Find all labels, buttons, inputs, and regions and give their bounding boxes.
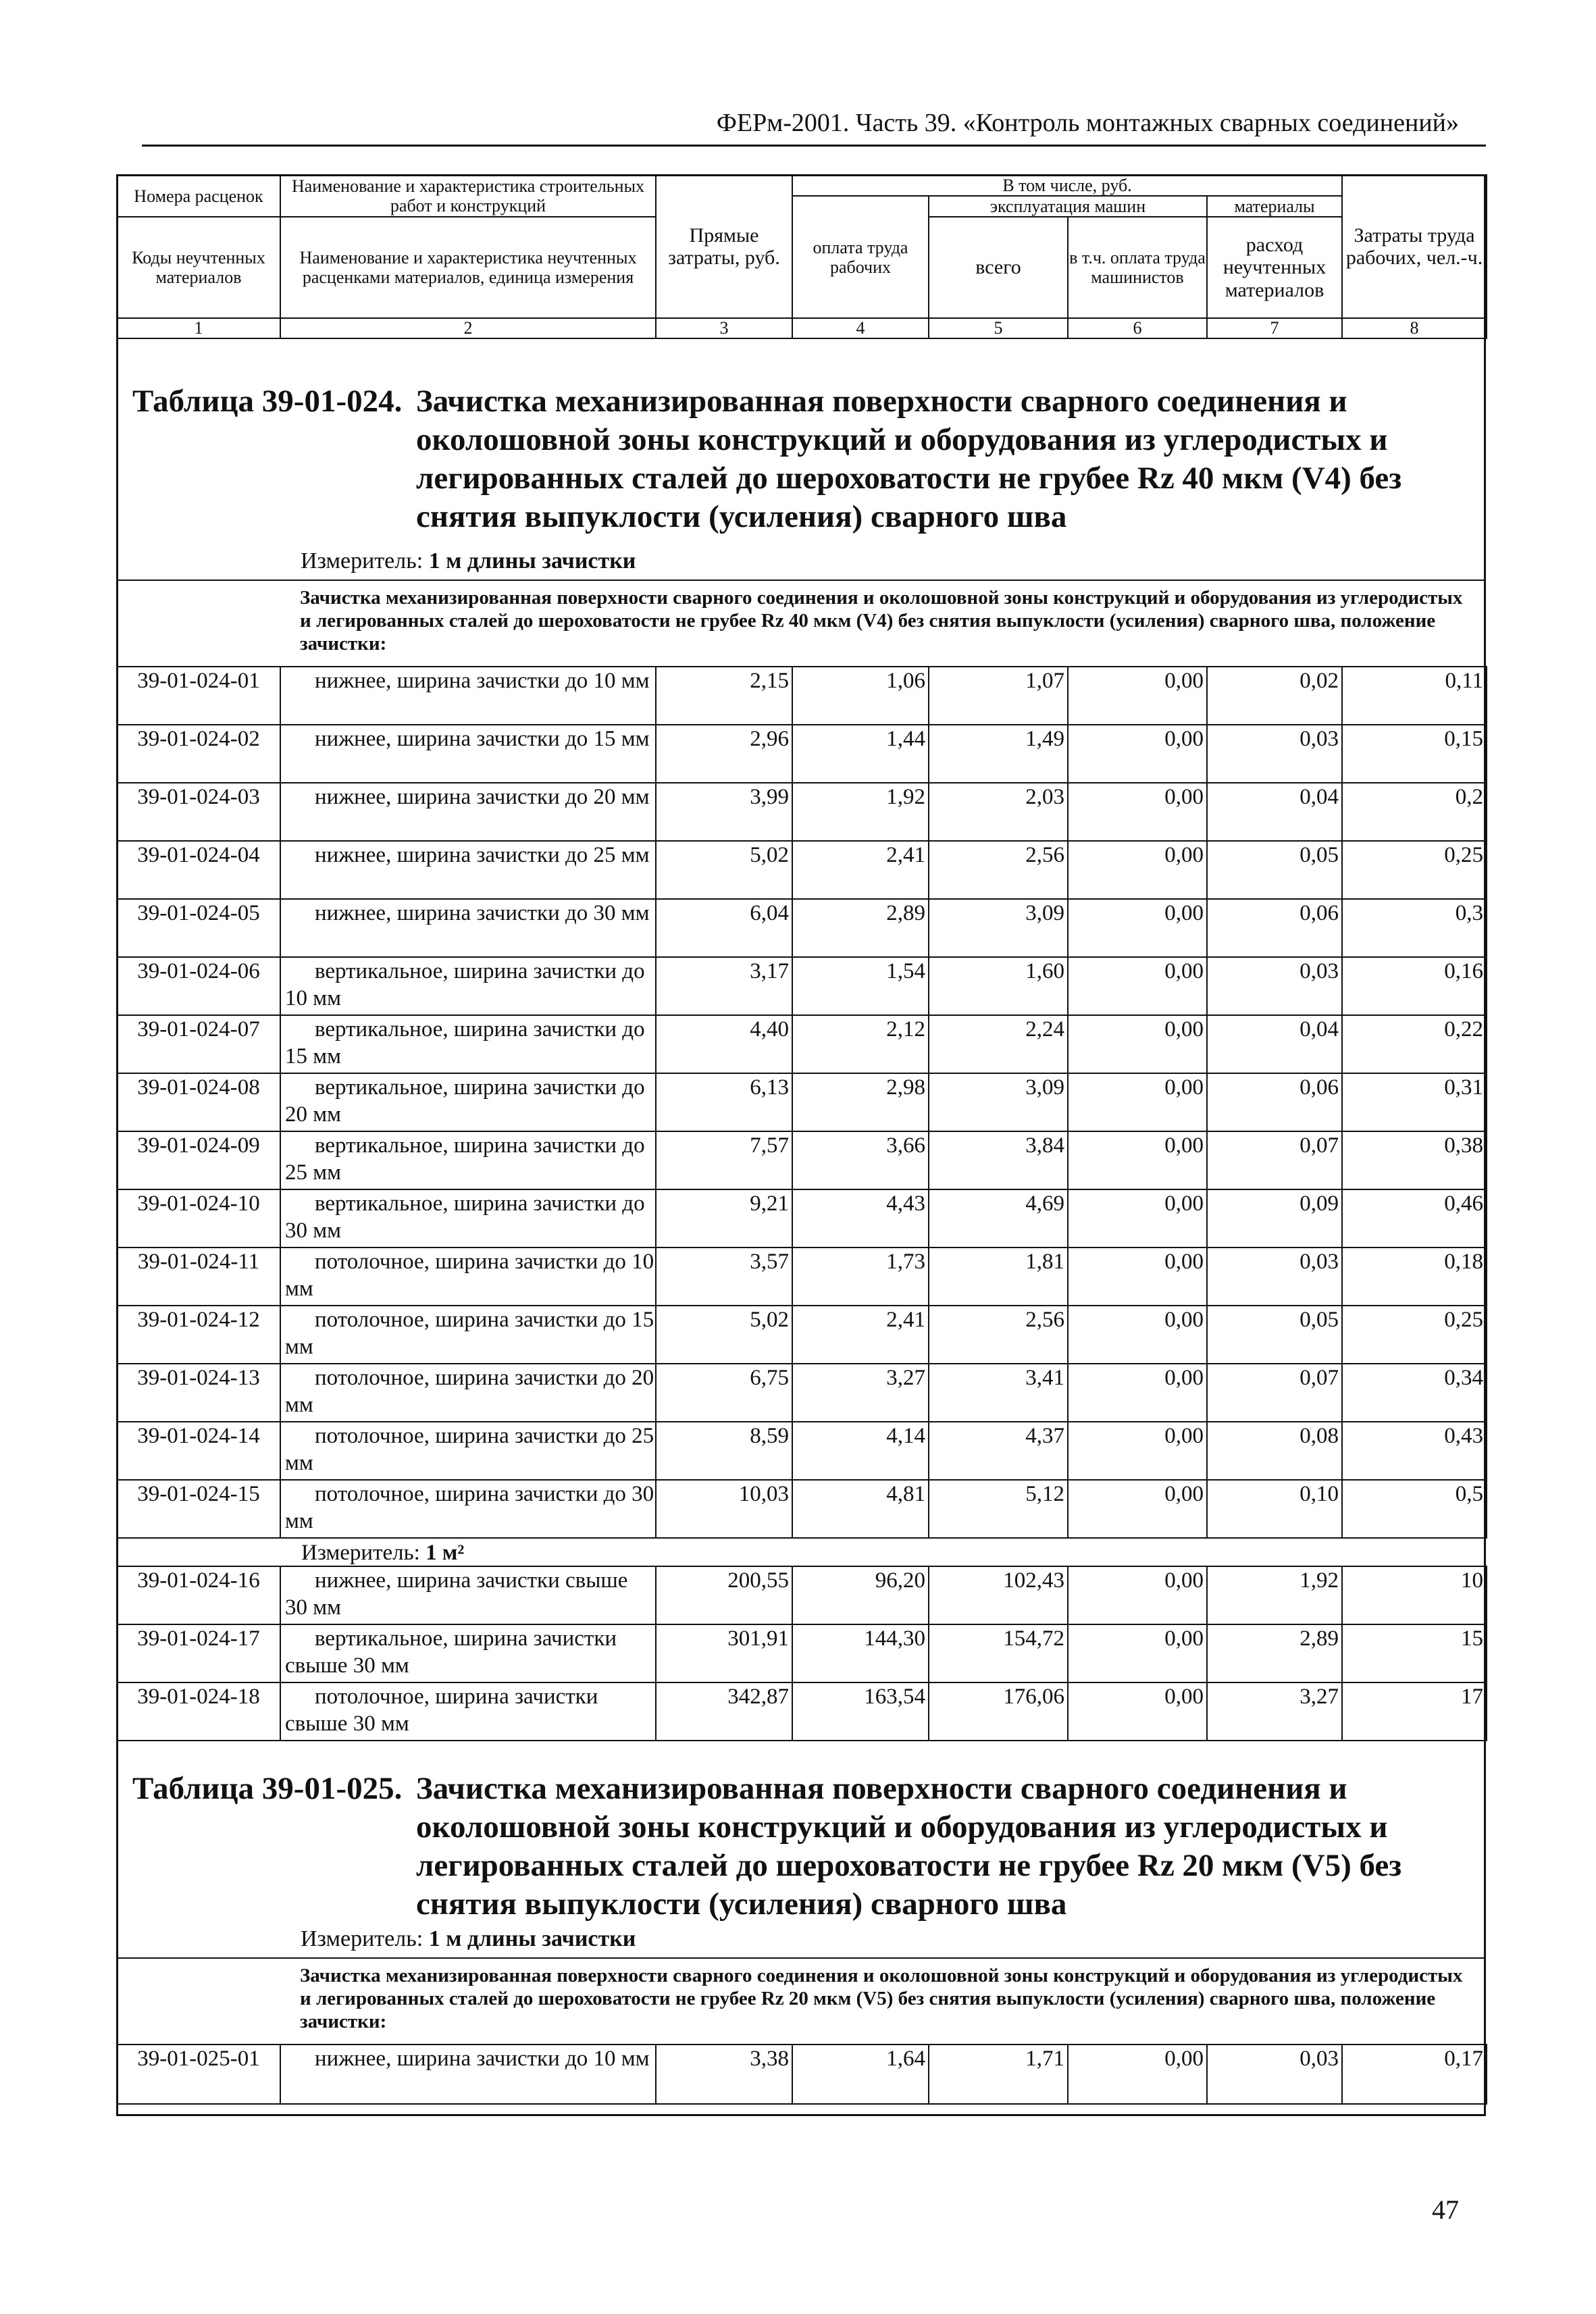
rate-code-cell: 39-01-024-08 [117,1073,280,1131]
table-024-rows [116,666,1487,1539]
labor-hours-cell: 0,11 [1342,667,1487,725]
col-machinists-pay: в т.ч. оплата труда машинистов [1068,217,1207,318]
labor-pay-cell: 1,92 [792,783,929,841]
table-025-group-text: Зачистка механизированная поверхности сварного соединения и околошовной зоны конструкций и оборудования из углеродистых и легированных сталей до шероховатости не грубее Rz 20 мкм (V5) без снятия выпуклости (усиления) сварного шва, положение зачистки: [116,1957,1486,2045]
labor-hours-cell: 0,34 [1342,1364,1487,1422]
materials-cell: 0,07 [1207,1131,1342,1189]
direct-costs-cell: 8,59 [656,1422,792,1480]
machines-total-cell: 154,72 [929,1624,1068,1682]
col-materials-group: материалы [1207,196,1342,217]
materials-cell: 3,27 [1207,1682,1342,1741]
machines-total-cell: 102,43 [929,1566,1068,1624]
machinists-pay-cell: 0,00 [1068,899,1207,957]
col-machines-group: эксплуатация машин [929,196,1207,217]
direct-costs-cell: 3,99 [656,783,792,841]
labor-pay-cell: 163,54 [792,1682,929,1741]
col-material-names: Наименование и характеристика неучтенных расценками материалов, единица измерения [280,217,656,318]
labor-pay-cell: 1,64 [792,2045,929,2104]
table-row [117,725,1487,783]
col-group-including: В том числе, руб. [792,175,1342,196]
machinists-pay-cell: 0,00 [1068,1248,1207,1306]
machinists-pay-cell: 0,00 [1068,1364,1207,1422]
work-name-text: вертикальное, ширина зачистки до 30 мм [285,1191,645,1243]
work-name-cell [280,1306,656,1364]
work-name-text: нижнее, ширина зачистки до 15 мм [315,727,650,751]
labor-hours-cell: 0,38 [1342,1131,1487,1189]
table-025-heading: Зачистка механизированная поверхности сварного соединения и околошовной зоны конструкций и оборудования из углеродистых и легированных сталей до шероховатости не грубее Rz 20 мкм (V5) без снятия выпуклости (усиления) сварного шва [416,1771,1402,1922]
machines-total-cell: 1,71 [929,2045,1068,2104]
materials-cell: 0,04 [1207,1015,1342,1073]
table-row [117,1624,1487,1682]
rate-code-cell: 39-01-024-02 [117,725,280,783]
work-name-text: вертикальное, ширина зачистки до 25 мм [285,1133,645,1185]
machinists-pay-cell: 0,00 [1068,725,1207,783]
rate-code-cell: 39-01-024-12 [117,1306,280,1364]
col-material-codes: Коды неучтенных материалов [117,217,280,318]
direct-costs-cell: 4,40 [656,1015,792,1073]
work-name-cell [280,1422,656,1480]
labor-hours-cell: 0,15 [1342,725,1487,783]
col-work-name: Наименование и характеристика строительных работ и конструкций [280,175,656,217]
col-number: 4 [792,318,929,338]
table-row [117,1566,1487,1624]
machines-total-cell: 4,37 [929,1422,1068,1480]
machinists-pay-cell: 0,00 [1068,1015,1207,1073]
materials-cell: 2,89 [1207,1624,1342,1682]
measure-value: 1 м длины зачистки [428,548,636,573]
labor-pay-cell: 3,66 [792,1131,929,1189]
machinists-pay-cell: 0,00 [1068,1131,1207,1189]
table-row [117,1248,1487,1306]
table-row [117,2045,1487,2104]
machinists-pay-cell: 0,00 [1068,957,1207,1015]
machines-total-cell: 1,60 [929,957,1068,1015]
rate-code-cell: 39-01-024-05 [117,899,280,957]
materials-cell: 0,07 [1207,1364,1342,1422]
direct-costs-cell: 2,15 [656,667,792,725]
page-number: 47 [1432,2194,1459,2225]
direct-costs-cell: 200,55 [656,1566,792,1624]
work-name-cell [280,899,656,957]
table-row [117,1015,1487,1073]
measure-value: 1 м² [426,1541,465,1565]
materials-cell: 0,02 [1207,667,1342,725]
header-rule [142,145,1486,147]
work-name-text: нижнее, ширина зачистки свыше 30 мм [285,1568,628,1620]
rate-code-cell: 39-01-024-13 [117,1364,280,1422]
machinists-pay-cell: 0,00 [1068,1682,1207,1741]
work-name-text: вертикальное, ширина зачистки до 20 мм [285,1075,645,1127]
work-name-cell [280,1073,656,1131]
work-name-cell [280,1131,656,1189]
materials-cell: 0,03 [1207,957,1342,1015]
materials-cell: 0,05 [1207,1306,1342,1364]
table-025-number: Таблица 39-01-025. [132,1771,403,1806]
work-name-text: нижнее, ширина зачистки до 20 мм [315,785,650,809]
table-row [117,1306,1487,1364]
labor-pay-cell: 3,27 [792,1364,929,1422]
labor-pay-cell: 2,98 [792,1073,929,1131]
machinists-pay-cell: 0,00 [1068,1189,1207,1248]
direct-costs-cell: 342,87 [656,1682,792,1741]
rate-code-cell: 39-01-024-16 [117,1566,280,1624]
machinists-pay-cell: 0,00 [1068,1073,1207,1131]
labor-pay-cell: 144,30 [792,1624,929,1682]
table-row [117,1422,1487,1480]
labor-pay-cell: 1,73 [792,1248,929,1306]
col-direct-costs: Прямые затраты, руб. [656,175,792,318]
col-labor-pay: оплата труда рабочих [792,196,929,318]
table-024-heading: Зачистка механизированная поверхности сварного соединения и околошовной зоны конструкций и оборудования из углеродистых и легированных сталей до шероховатости не грубее Rz 40 мкм (V4) без снятия выпуклости (усиления) сварного шва [416,384,1402,534]
labor-hours-cell: 0,18 [1342,1248,1487,1306]
work-name-text: потолочное, ширина зачистки до 20 мм [285,1366,654,1417]
table-row [117,899,1487,957]
measure-value: 1 м длины зачистки [428,1926,636,1951]
machines-total-cell: 176,06 [929,1682,1068,1741]
machinists-pay-cell: 0,00 [1068,2045,1207,2104]
rate-code-cell: 39-01-024-15 [117,1480,280,1538]
work-name-cell [280,725,656,783]
work-name-text: потолочное, ширина зачистки до 10 мм [285,1250,654,1301]
col-rates-number: Номера расценок [117,175,280,217]
materials-cell: 0,10 [1207,1480,1342,1538]
table-row [117,667,1487,725]
table-row [117,1131,1487,1189]
rate-code-cell: 39-01-024-18 [117,1682,280,1741]
machines-total-cell: 2,03 [929,783,1068,841]
labor-hours-cell: 0,22 [1342,1015,1487,1073]
machines-total-cell: 3,09 [929,1073,1068,1131]
table-025-rows [116,2044,1487,2105]
machines-total-cell: 1,49 [929,725,1068,783]
materials-cell: 0,08 [1207,1422,1342,1480]
machines-total-cell: 5,12 [929,1480,1068,1538]
labor-hours-cell: 0,5 [1342,1480,1487,1538]
work-name-cell [280,667,656,725]
machinists-pay-cell: 0,00 [1068,841,1207,899]
work-name-text: вертикальное, ширина зачистки свыше 30 мм [285,1626,617,1678]
col-number: 8 [1342,318,1487,338]
materials-cell: 0,03 [1207,1248,1342,1306]
table-025-measure [301,1926,636,1952]
labor-hours-cell: 0,2 [1342,783,1487,841]
table-row [117,1682,1487,1741]
rate-code-cell: 39-01-024-06 [117,957,280,1015]
direct-costs-cell: 2,96 [656,725,792,783]
labor-pay-cell: 2,12 [792,1015,929,1073]
work-name-text: потолочное, ширина зачистки свыше 30 мм [285,1685,598,1736]
work-name-text: вертикальное, ширина зачистки до 10 мм [285,959,645,1010]
labor-pay-cell: 1,44 [792,725,929,783]
work-name-text: нижнее, ширина зачистки до 10 мм [315,669,650,693]
machines-total-cell: 2,24 [929,1015,1068,1073]
table-024-rows-b [116,1566,1487,1741]
col-number: 2 [280,318,656,338]
machines-total-cell: 2,56 [929,841,1068,899]
labor-hours-cell: 0,25 [1342,1306,1487,1364]
materials-cell: 0,03 [1207,2045,1342,2104]
measure-label: Измеритель: [301,1926,423,1951]
work-name-cell [280,957,656,1015]
direct-costs-cell: 301,91 [656,1624,792,1682]
materials-cell: 0,05 [1207,841,1342,899]
direct-costs-cell: 6,04 [656,899,792,957]
labor-pay-cell: 96,20 [792,1566,929,1624]
col-number: 6 [1068,318,1207,338]
table-024-number: Таблица 39-01-024. [132,384,403,419]
direct-costs-cell: 5,02 [656,1306,792,1364]
materials-cell: 0,06 [1207,899,1342,957]
work-name-text: потолочное, ширина зачистки до 30 мм [285,1482,654,1533]
machines-total-cell: 1,07 [929,667,1068,725]
labor-pay-cell: 2,41 [792,1306,929,1364]
labor-hours-cell: 0,3 [1342,899,1487,957]
work-name-cell [280,1189,656,1248]
labor-pay-cell: 4,14 [792,1422,929,1480]
machinists-pay-cell: 0,00 [1068,1624,1207,1682]
measure-label: Измеритель: [301,548,423,573]
work-name-text: потолочное, ширина зачистки до 25 мм [285,1424,654,1475]
machinists-pay-cell: 0,00 [1068,1480,1207,1538]
labor-hours-cell: 0,31 [1342,1073,1487,1131]
table-row [117,1480,1487,1538]
col-material-consumption: расход неучтенных материалов [1207,217,1342,318]
table-row [117,1189,1487,1248]
work-name-cell [280,1566,656,1624]
col-number: 1 [117,318,280,338]
table-row [117,957,1487,1015]
column-header [116,174,1487,339]
materials-cell: 0,06 [1207,1073,1342,1131]
work-name-cell [280,1248,656,1306]
machines-total-cell: 1,81 [929,1248,1068,1306]
labor-hours-cell: 0,25 [1342,841,1487,899]
col-machines-total: всего [929,217,1068,318]
rate-code-cell: 39-01-025-01 [117,2045,280,2104]
labor-hours-cell: 10 [1342,1566,1487,1624]
work-name-text: нижнее, ширина зачистки до 25 мм [315,843,650,867]
work-name-cell [280,1015,656,1073]
table-024-group-text: Зачистка механизированная поверхности сварного соединения и околошовной зоны конструкций и оборудования из углеродистых и легированных сталей до шероховатости не грубее Rz 40 мкм (V4) без снятия выпуклости (усиления) сварного шва, положение зачистки: [116,580,1486,667]
work-name-cell [280,841,656,899]
machinists-pay-cell: 0,00 [1068,667,1207,725]
machinists-pay-cell: 0,00 [1068,1566,1207,1624]
rate-code-cell: 39-01-024-10 [117,1189,280,1248]
machines-total-cell: 3,84 [929,1131,1068,1189]
machines-total-cell: 3,41 [929,1364,1068,1422]
direct-costs-cell: 3,17 [656,957,792,1015]
direct-costs-cell: 3,57 [656,1248,792,1306]
machines-total-cell: 2,56 [929,1306,1068,1364]
work-name-text: нижнее, ширина зачистки до 30 мм [315,901,650,925]
work-name-text: вертикальное, ширина зачистки до 15 мм [285,1017,645,1069]
table-row [117,1073,1487,1131]
labor-pay-cell: 2,89 [792,899,929,957]
table-024-measure [301,548,636,574]
labor-pay-cell: 1,06 [792,667,929,725]
table-row [117,1364,1487,1422]
work-name-cell [280,1480,656,1538]
rate-code-cell: 39-01-024-11 [117,1248,280,1306]
labor-pay-cell: 4,81 [792,1480,929,1538]
work-name-text: нижнее, ширина зачистки до 10 мм [315,2047,650,2071]
direct-costs-cell: 7,57 [656,1131,792,1189]
labor-pay-cell: 4,43 [792,1189,929,1248]
labor-hours-cell: 0,17 [1342,2045,1487,2104]
direct-costs-cell: 6,75 [656,1364,792,1422]
labor-hours-cell: 17 [1342,1682,1487,1741]
work-name-cell [280,1682,656,1741]
machinists-pay-cell: 0,00 [1068,1306,1207,1364]
direct-costs-cell: 10,03 [656,1480,792,1538]
col-number: 7 [1207,318,1342,338]
machines-total-cell: 4,69 [929,1189,1068,1248]
rate-code-cell: 39-01-024-03 [117,783,280,841]
labor-hours-cell: 0,16 [1342,957,1487,1015]
labor-hours-cell: 15 [1342,1624,1487,1682]
table-024-measure-2 [116,1539,1486,1567]
machinists-pay-cell: 0,00 [1068,1422,1207,1480]
measure-label: Измеритель: [301,1541,420,1565]
materials-cell: 0,03 [1207,725,1342,783]
labor-hours-cell: 0,46 [1342,1189,1487,1248]
running-header: ФЕРм-2001. Часть 39. «Контроль монтажных сварных соединений» [716,109,1459,137]
rate-code-cell: 39-01-024-09 [117,1131,280,1189]
work-name-cell [280,2045,656,2104]
labor-pay-cell: 1,54 [792,957,929,1015]
work-name-cell [280,783,656,841]
direct-costs-cell: 9,21 [656,1189,792,1248]
materials-cell: 0,04 [1207,783,1342,841]
materials-cell: 0,09 [1207,1189,1342,1248]
rate-code-cell: 39-01-024-14 [117,1422,280,1480]
rate-code-cell: 39-01-024-07 [117,1015,280,1073]
rate-code-cell: 39-01-024-04 [117,841,280,899]
materials-cell: 1,92 [1207,1566,1342,1624]
col-number: 3 [656,318,792,338]
work-name-cell [280,1624,656,1682]
machinists-pay-cell: 0,00 [1068,783,1207,841]
direct-costs-cell: 5,02 [656,841,792,899]
col-number: 5 [929,318,1068,338]
direct-costs-cell: 6,13 [656,1073,792,1131]
machines-total-cell: 3,09 [929,899,1068,957]
col-labor-costs: Затраты труда рабочих, чел.-ч. [1342,175,1487,318]
table-row [117,841,1487,899]
rate-code-cell: 39-01-024-17 [117,1624,280,1682]
work-name-cell [280,1364,656,1422]
work-name-text: потолочное, ширина зачистки до 15 мм [285,1308,654,1359]
labor-hours-cell: 0,43 [1342,1422,1487,1480]
table-row [117,783,1487,841]
direct-costs-cell: 3,38 [656,2045,792,2104]
rate-code-cell: 39-01-024-01 [117,667,280,725]
labor-pay-cell: 2,41 [792,841,929,899]
